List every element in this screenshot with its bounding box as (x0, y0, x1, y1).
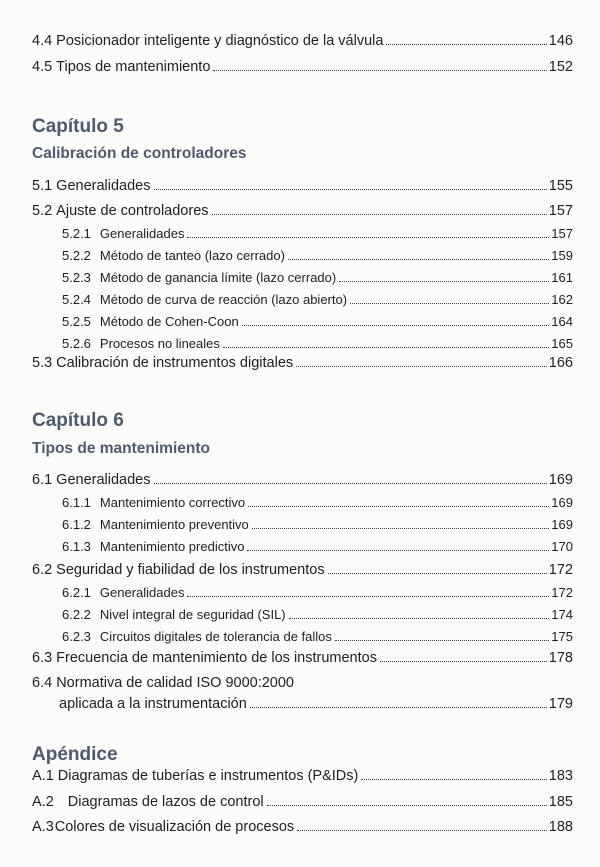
entry-page: 152 (548, 59, 573, 75)
entry-title: Método de Cohen-Coon (99, 314, 239, 329)
entry-number: 5.2.1 (62, 226, 91, 241)
entry-page: 165 (551, 336, 573, 351)
dot-leader (380, 661, 547, 662)
toc-entry-5-2-1[interactable] (62, 226, 573, 241)
entry-title: Calibración de instrumentos digitales (56, 355, 294, 371)
entry-number: 5.2.5 (62, 314, 91, 329)
toc-entry-6-2[interactable] (32, 562, 573, 578)
dot-leader (242, 325, 550, 326)
dot-leader (267, 805, 547, 806)
entry-title: Colores de visualización de procesos (54, 819, 295, 835)
entry-title: Frecuencia de mantenimiento de los instrumentos (56, 650, 377, 666)
entry-page: 183 (548, 768, 573, 784)
entry-page: 166 (548, 355, 573, 371)
chapter-5-heading: Capítulo 5 (32, 116, 124, 137)
dot-leader (328, 573, 547, 574)
entry-title: Generalidades (99, 226, 185, 241)
entry-title: Posicionador inteligente y diagnóstico de la válvula (56, 33, 384, 49)
entry-title: Seguridad y fiabilidad de los instrumentos (56, 562, 325, 578)
toc-entry-5-3[interactable] (32, 355, 573, 371)
toc-entry-5-2-2[interactable] (62, 248, 573, 263)
entry-number: 6.4 (32, 675, 53, 691)
toc-entry-5-2-4[interactable] (62, 292, 573, 307)
chapter-6-heading: Capítulo 6 (32, 410, 124, 431)
entry-page: 178 (548, 650, 573, 666)
entry-number: 5.2.2 (62, 248, 91, 263)
dot-leader (187, 237, 549, 238)
entry-page: 172 (551, 585, 573, 600)
entry-number: 5.2.4 (62, 292, 91, 307)
dot-leader (212, 214, 547, 215)
entry-title: Normativa de calidad ISO 9000:2000 (56, 675, 294, 691)
entry-page: 169 (551, 495, 573, 510)
entry-title: Mantenimiento preventivo (99, 517, 249, 532)
chapter-5-subtitle: Calibración de controladores (32, 145, 247, 162)
toc-entry-6-4-line1[interactable] (32, 675, 294, 691)
dot-leader (288, 259, 549, 260)
entry-page: 161 (551, 270, 573, 285)
chapter-6-subtitle: Tipos de mantenimiento (32, 440, 210, 457)
toc-entry-6-1-2[interactable] (62, 517, 573, 532)
dot-leader (361, 779, 546, 780)
entry-page: 162 (551, 292, 573, 307)
entry-page: 170 (551, 539, 573, 554)
entry-number: 5.1 (32, 178, 53, 194)
entry-number: 6.1 (32, 472, 53, 488)
entry-title: Ajuste de controladores (56, 203, 209, 219)
entry-page: 169 (551, 517, 573, 532)
entry-title: Tipos de mantenimiento (56, 59, 211, 75)
entry-number: 6.1.3 (62, 539, 91, 554)
entry-number: 4.4 (32, 33, 53, 49)
toc-entry-6-1-3[interactable] (62, 539, 573, 554)
entry-number: 5.3 (32, 355, 53, 371)
dot-leader (350, 303, 549, 304)
toc-entry-6-1-1[interactable] (62, 495, 573, 510)
entry-title: Método de tanteo (lazo cerrado) (99, 248, 285, 263)
entry-number: A.2 (32, 794, 54, 810)
entry-title: Circuitos digitales de tolerancia de fallos (99, 629, 332, 644)
entry-number: 6.2.2 (62, 607, 91, 622)
toc-entry-6-2-3[interactable] (62, 629, 573, 644)
toc-entry-5-2-5[interactable] (62, 314, 573, 329)
dot-leader (154, 189, 547, 190)
entry-number: 6.1.1 (62, 495, 91, 510)
toc-entry-4-4[interactable] (32, 33, 573, 49)
entry-number: 4.5 (32, 59, 53, 75)
dot-leader (386, 44, 546, 45)
entry-number: 5.2.3 (62, 270, 91, 285)
toc-entry-6-2-2[interactable] (62, 607, 573, 622)
toc-entry-5-2-3[interactable] (62, 270, 573, 285)
entry-page: 155 (548, 178, 573, 194)
dot-leader (248, 506, 549, 507)
entry-page: 188 (548, 819, 573, 835)
entry-title: Generalidades (56, 178, 151, 194)
dot-leader (297, 830, 547, 831)
entry-page: 172 (548, 562, 573, 578)
entry-number: 5.2 (32, 203, 53, 219)
dot-leader (289, 618, 550, 619)
entry-title: Método de curva de reacción (lazo abierto) (99, 292, 348, 307)
entry-number: 6.3 (32, 650, 53, 666)
entry-page: 175 (551, 629, 573, 644)
entry-title: Procesos no lineales (99, 336, 220, 351)
toc-entry-4-5[interactable] (32, 59, 573, 75)
entry-page: 146 (548, 33, 573, 49)
dot-leader (252, 528, 550, 529)
entry-title: Diagramas de tuberías e instrumentos (P&IDs) (57, 768, 359, 784)
entry-title: Método de ganancia límite (lazo cerrado) (99, 270, 337, 285)
dot-leader (213, 70, 546, 71)
toc-entry-5-1[interactable] (32, 178, 573, 194)
toc-entry-5-2[interactable] (32, 203, 573, 219)
entry-number: 6.1.2 (62, 517, 91, 532)
dot-leader (154, 483, 547, 484)
dot-leader (339, 281, 549, 282)
entry-page: 164 (551, 314, 573, 329)
entry-number: 6.2 (32, 562, 53, 578)
entry-title: Mantenimiento correctivo (99, 495, 246, 510)
entry-page: 157 (551, 226, 573, 241)
entry-number: 6.2.3 (62, 629, 91, 644)
entry-title: Diagramas de lazos de control (67, 794, 264, 810)
entry-title: Generalidades (99, 585, 185, 600)
entry-title-continuation: aplicada a la instrumentación (59, 696, 247, 712)
entry-page: 157 (548, 203, 573, 219)
dot-leader (296, 366, 547, 367)
entry-title: Generalidades (56, 472, 151, 488)
toc-entry-a-1[interactable] (32, 768, 573, 784)
dot-leader (247, 550, 549, 551)
entry-number: A.1 (32, 768, 54, 784)
entry-page: 174 (551, 607, 573, 622)
entry-title: Mantenimiento predictivo (99, 539, 245, 554)
entry-page: 169 (548, 472, 573, 488)
toc-entry-6-4-line2[interactable] (59, 696, 573, 712)
appendix-heading: Apéndice (32, 744, 118, 765)
toc-entry-6-2-1[interactable] (62, 585, 573, 600)
dot-leader (187, 596, 549, 597)
dot-leader (335, 640, 549, 641)
dot-leader (223, 347, 549, 348)
entry-title: Nivel integral de seguridad (SIL) (99, 607, 286, 622)
toc-entry-6-1[interactable] (32, 472, 573, 488)
entry-page: 179 (548, 696, 573, 712)
toc-entry-6-3[interactable] (32, 650, 573, 666)
entry-number: A.3 (32, 819, 54, 835)
entry-page: 185 (548, 794, 573, 810)
entry-number: 5.2.6 (62, 336, 91, 351)
dot-leader (250, 707, 547, 708)
toc-entry-5-2-6[interactable] (62, 336, 573, 351)
entry-number: 6.2.1 (62, 585, 91, 600)
entry-page: 159 (551, 248, 573, 263)
toc-entry-a-3[interactable] (32, 819, 573, 835)
toc-entry-a-2[interactable] (32, 794, 573, 810)
